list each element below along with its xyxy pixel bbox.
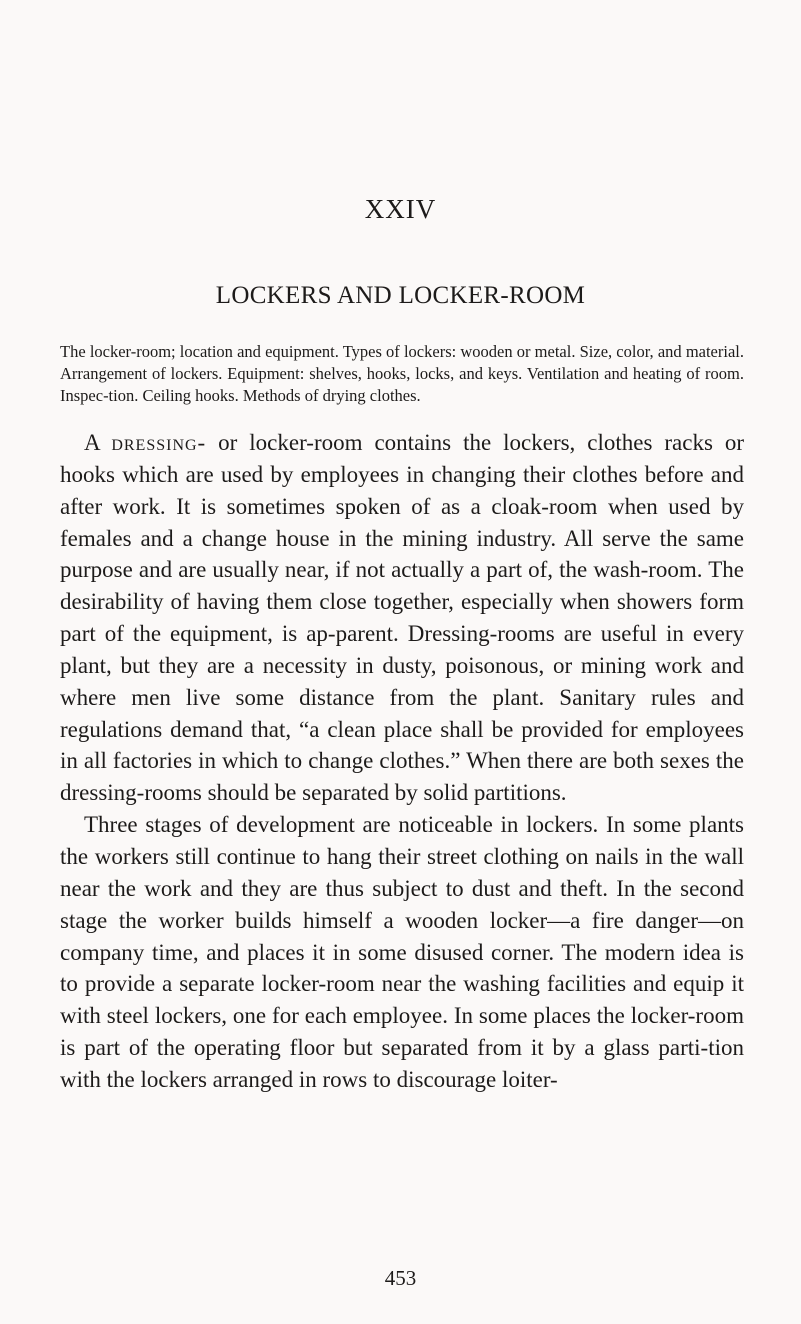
chapter-number: XXIV: [364, 194, 437, 224]
chapter-title: LOCKERS AND LOCKER-ROOM: [215, 282, 586, 309]
paragraph-1-initial: A: [84, 430, 112, 455]
body-text: [60, 427, 744, 1096]
page-number: 453: [384, 1266, 417, 1290]
paragraph-2: Three stages of development are noticeable in lockers. In some plants the workers still continue to hang their street clothing on nails in the wall near the work and they are thus subject to dust and theft. In the second stage the worker builds himself a wooden locker—a fire danger—on company time, and places it in some disused corner. The modern idea is to provide a separate locker-room near the washing facilities and equip it with steel lockers, one for each employee. In some places the locker-room is part of the operating floor but separated from it by a glass parti-tion with the lockers arranged in rows to discourage loiter-: [60, 812, 744, 1092]
paragraph-1-text: or locker-room contains the lockers, clothes racks or hooks which are used by employees in changing their clothes before and after work. It is sometimes spoken of as a cloak-room when used by females and a change house in the mining industry. All serve the same purpose and are usually near, if not actually a part of, the wash-room. The desirability of having them close together, especially when showers form part of the equipment, is ap-parent. Dressing-rooms are useful in every plant, but they are a necessity in dusty, poisonous, or mining work and where men live some distance from the plant. Sanitary rules and regulations demand that, “a clean place shall be provided for employees in all factories in which to change clothes.” When there are both sexes the dressing-rooms should be separated by solid partitions.: [60, 430, 745, 806]
paragraph-1: [60, 427, 744, 809]
chapter-synopsis: The locker-room; location and equipment. Types of lockers: wooden or metal. Size, color, and material. Arrangement of lockers. Equipment: shelves, hooks, locks, and keys. Ventilation and heating of room. Inspec-tion. Ceiling hooks. Methods of drying clothes.: [60, 342, 744, 405]
paragraph-1-smallcaps: dressing-: [111, 430, 207, 455]
